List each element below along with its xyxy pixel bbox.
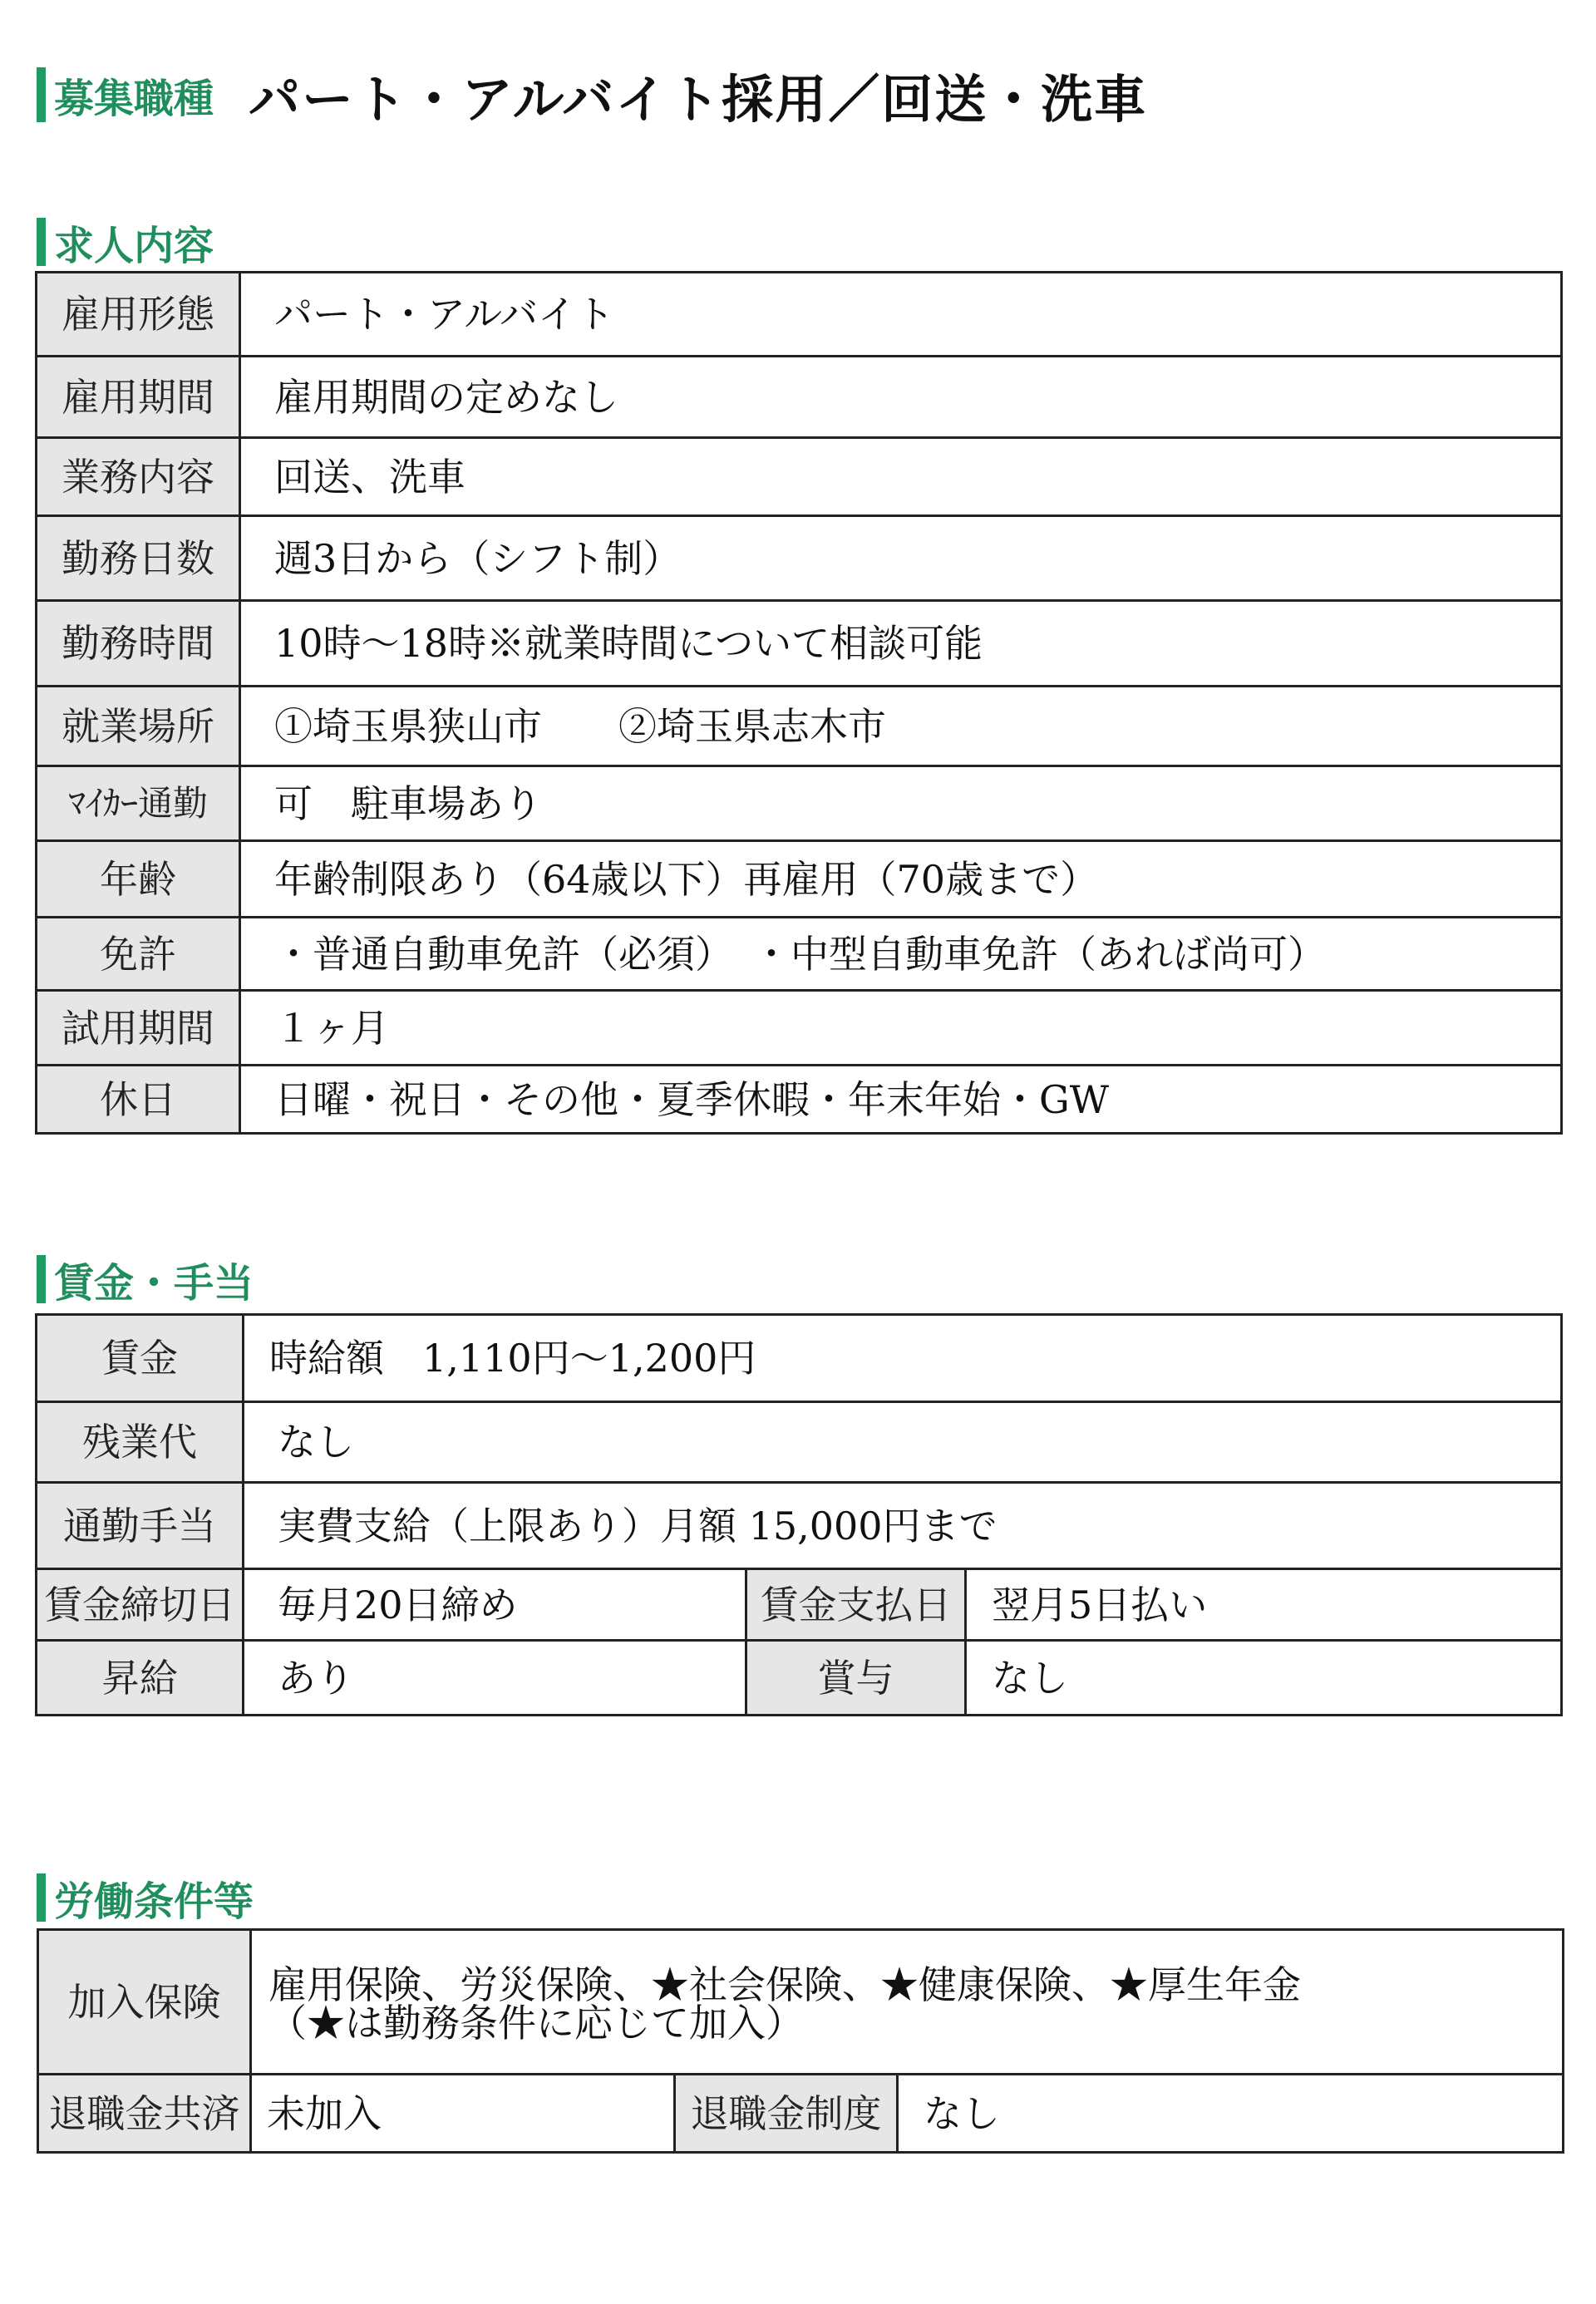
overtime-value: なし [244,1402,1562,1483]
table-row [37,991,1562,1066]
commute-allowance-value: 実費支給（上限あり）月額 15,000円まで [244,1483,1562,1569]
accent-bar [37,67,46,122]
labor-conditions-table [37,1928,1564,2154]
wage-table [35,1313,1563,1716]
row-value: 雇用期間の定めなし [240,357,1562,438]
row-label: 年齢 [37,841,240,918]
table-row [38,1930,1564,2075]
raise-value: あり [244,1641,746,1716]
table-row [37,841,1562,918]
table-row [37,1066,1562,1134]
wage-cutoff-label: 賃金締切日 [37,1569,244,1641]
page-title: パート・アルバイト採用／回送・洗車 [249,68,1148,130]
section-title: 賃金・手当 [54,1259,254,1307]
table-row [38,2075,1564,2153]
accent-bar [37,218,46,266]
commute-allowance-label: 通勤手当 [37,1483,244,1569]
job-type-label: 募集職種 [54,75,214,122]
table-row [37,273,1562,357]
bonus-value: なし [966,1641,1562,1716]
insurance-note: （★は勤務条件に応じて加入） [268,2000,804,2046]
retirement-system-value: なし [898,2075,1564,2153]
insurance-line: 雇用保険、労災保険、★社会保険、★健康保険、★厚生年金 [268,1962,1301,2007]
table-row [37,1402,1562,1483]
job-title-header [37,65,1148,130]
row-value: 週3日から（シフト制） [240,516,1562,601]
retirement-mutual-label: 退職金共済 [38,2075,251,2153]
table-row [37,918,1562,991]
raise-label: 昇給 [37,1641,244,1716]
payday-label: 賃金支払日 [746,1569,966,1641]
table-row [37,687,1562,766]
table-row [37,357,1562,438]
row-value: １ヶ月 [240,991,1562,1066]
row-label: 雇用期間 [37,357,240,438]
wage-value: 時給額 1,110円～1,200円 [244,1315,1562,1402]
row-label: 勤務時間 [37,601,240,687]
row-value: 回送、洗車 [240,438,1562,516]
table-row [37,516,1562,601]
row-label: 雇用形態 [37,273,240,357]
table-row [37,1483,1562,1569]
row-label: 業務内容 [37,438,240,516]
retirement-system-label: 退職金制度 [675,2075,898,2153]
accent-bar [37,1255,46,1303]
row-value: 日曜・祝日・その他・夏季休暇・年末年始・GW [240,1066,1562,1134]
row-value: 可 駐車場あり [240,766,1562,841]
job-details-table [35,271,1563,1135]
table-row [37,438,1562,516]
table-row [37,1641,1562,1716]
table-row [37,601,1562,687]
bonus-label: 賞与 [746,1641,966,1716]
wage-cutoff-value: 毎月20日締め [244,1569,746,1641]
row-value: パート・アルバイト [240,273,1562,357]
section-heading-labor [37,1873,254,1925]
section-heading-wage [37,1255,254,1307]
insurance-value [251,1930,1564,2075]
table-row [37,1315,1562,1402]
row-label: ﾏｲｶｰ通勤 [37,766,240,841]
section-title: 求人内容 [54,222,214,269]
insurance-label: 加入保険 [38,1930,251,2075]
row-label: 免許 [37,918,240,991]
section-heading-job [37,218,214,269]
overtime-label: 残業代 [37,1402,244,1483]
row-value: ・普通自動車免許（必須） ・中型自動車免許（あれば尚可） [240,918,1562,991]
row-value: ①埼玉県狭山市 ②埼玉県志木市 [240,687,1562,766]
section-title: 労働条件等 [54,1878,254,1925]
wage-label: 賃金 [37,1315,244,1402]
retirement-mutual-value: 未加入 [251,2075,675,2153]
row-label: 試用期間 [37,991,240,1066]
row-value: 年齢制限あり（64歳以下）再雇用（70歳まで） [240,841,1562,918]
accent-bar [37,1873,46,1922]
payday-value: 翌月5日払い [966,1569,1562,1641]
table-row [37,766,1562,841]
table-row [37,1569,1562,1641]
row-label: 休日 [37,1066,240,1134]
row-label: 就業場所 [37,687,240,766]
row-value: 10時～18時※就業時間について相談可能 [240,601,1562,687]
row-label: 勤務日数 [37,516,240,601]
